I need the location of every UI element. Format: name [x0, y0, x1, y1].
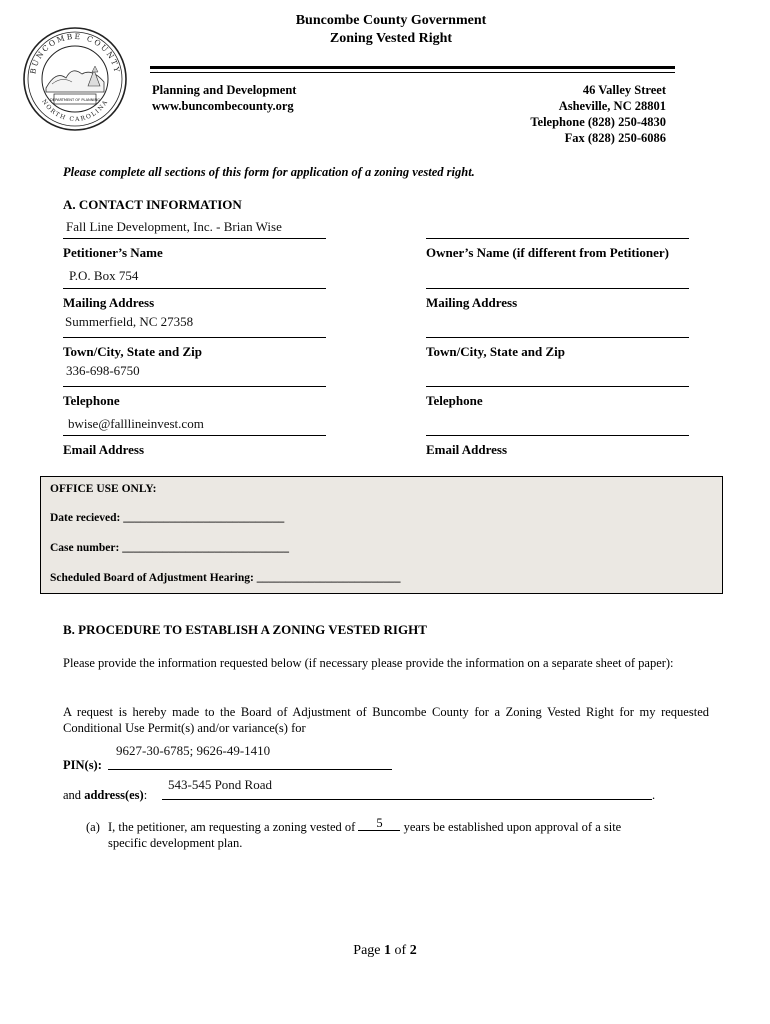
owner-phone-line[interactable]	[426, 386, 689, 387]
case-number-field[interactable]: Case number: _____________________________	[50, 542, 289, 554]
petitioner-email-value[interactable]: bwise@falllineinvest.com	[68, 416, 204, 431]
owner-phone-label: Telephone	[426, 393, 483, 408]
petitioner-email-line	[63, 435, 326, 436]
address-line	[162, 799, 652, 800]
owner-mail-label: Mailing Address	[426, 295, 518, 310]
address-period: .	[652, 788, 656, 802]
address-value[interactable]: 543-545 Pond Road	[168, 777, 272, 792]
pin-label-text: PIN(s)	[63, 758, 98, 772]
petitioner-name-line	[63, 238, 326, 239]
telephone-number: Telephone (828) 250-4830	[530, 115, 666, 129]
page-total: 2	[409, 943, 417, 958]
owner-name-line[interactable]	[426, 238, 689, 239]
address-prefix: and	[63, 788, 82, 802]
seal-bottom-text: NORTH CAROLINA	[40, 98, 110, 124]
owner-email-line[interactable]	[426, 435, 689, 436]
petitioner-town-line	[63, 337, 326, 338]
date-received-field[interactable]: Date recieved: ____________________________	[50, 512, 285, 524]
address-street: 46 Valley Street	[582, 83, 666, 97]
owner-town-line[interactable]	[426, 337, 689, 338]
pin-value[interactable]: 9627-30-6785; 9626-49-1410	[116, 743, 271, 758]
office-use-title: OFFICE USE ONLY:	[50, 483, 157, 495]
section-a-heading: A. CONTACT INFORMATION	[63, 197, 242, 212]
org-title: Buncombe County Government	[295, 13, 487, 28]
page-word: Page	[353, 943, 381, 958]
item-a-marker: (a)	[86, 820, 100, 834]
petitioner-mail-value[interactable]: P.O. Box 754	[69, 268, 139, 283]
owner-email-label: Email Address	[426, 442, 508, 457]
header-rule-thin	[150, 72, 675, 73]
petitioner-town-label: Town/City, State and Zip	[63, 344, 202, 359]
address-label-text: address(es)	[84, 788, 144, 802]
form-title: Zoning Vested Right	[329, 31, 453, 46]
section-b-intro: Please provide the information requested below (if necessary please provide the information on a separate sheet of paper):	[63, 656, 674, 670]
office-use-box	[40, 476, 723, 594]
item-a-after: years be established upon approval of a site	[403, 820, 622, 834]
item-a-text	[108, 816, 622, 835]
section-b-heading: B. PROCEDURE TO ESTABLISH A ZONING VESTED RIGHT	[63, 622, 427, 637]
pin-line	[108, 769, 392, 770]
owner-name-label: Owner’s Name (if different from Petitioner)	[426, 245, 669, 260]
website-link[interactable]: www.buncombecounty.org	[152, 99, 294, 113]
item-a-before: I, the petitioner, am requesting a zoning vested of	[108, 820, 356, 834]
hearing-date-field[interactable]: Scheduled Board of Adjustment Hearing: _________________________	[50, 572, 401, 584]
owner-mail-line[interactable]	[426, 288, 689, 289]
address-city: Asheville, NC 28801	[558, 99, 666, 113]
owner-town-label: Town/City, State and Zip	[426, 344, 565, 359]
seal-banner: DEPARTMENT OF PLANNING	[50, 98, 100, 102]
item-a-line2: specific development plan.	[108, 836, 243, 850]
petitioner-name-label: Petitioner’s Name	[63, 245, 163, 260]
petitioner-mail-line	[63, 288, 326, 289]
of-word: of	[394, 943, 407, 958]
petitioner-name-value[interactable]: Fall Line Development, Inc. - Brian Wise	[66, 219, 282, 234]
page-current: 1	[384, 943, 392, 958]
seal-top-text: BUNCOMBE COUNTY	[28, 31, 122, 75]
petitioner-mail-label: Mailing Address	[63, 295, 155, 310]
instructions: Please complete all sections of this form for application of a zoning vested right.	[63, 165, 475, 179]
petitioner-phone-line	[63, 386, 326, 387]
department-name: Planning and Development	[152, 83, 297, 97]
petitioner-email-label: Email Address	[63, 442, 145, 457]
pin-label: PIN(s):	[63, 758, 102, 772]
section-b-request: A request is hereby made to the Board of Adjustment of Buncombe County for a Zoning Vested Right for my requested Conditional Use Permit(s) and/or variance(s) for	[63, 705, 709, 735]
petitioner-phone-value[interactable]: 336-698-6750	[66, 363, 140, 378]
address-label: and address(es):	[63, 788, 148, 802]
petitioner-phone-label: Telephone	[63, 393, 120, 408]
fax-number: Fax (828) 250-6086	[564, 131, 666, 145]
page-number	[0, 943, 770, 959]
header-rule-thick	[150, 66, 675, 69]
petitioner-town-value[interactable]: Summerfield, NC 27358	[65, 314, 194, 329]
years-field[interactable]: 5	[358, 816, 400, 831]
